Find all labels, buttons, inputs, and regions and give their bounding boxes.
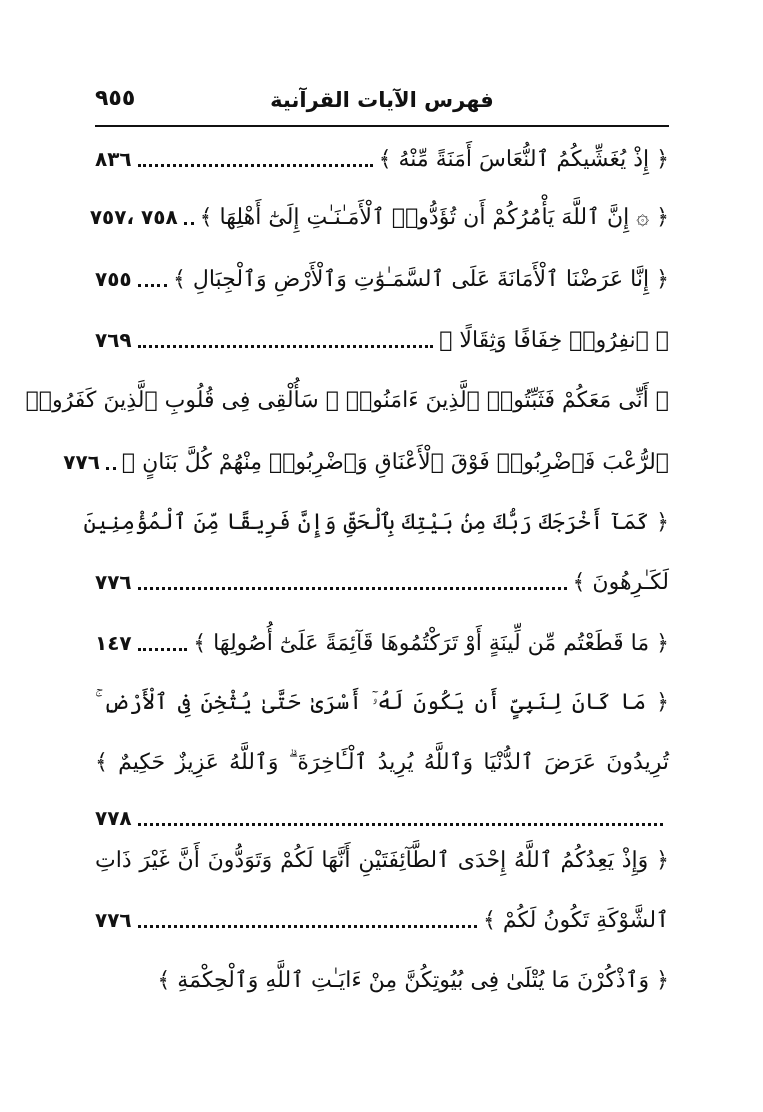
verse-text: تُرِيدُونَ عَرَضَ ٱلدُّنْيَا وَٱللَّهُ يُرِيدُ ٱلْـَٔاخِرَةَ ۗ وَٱللَّهُ عَزِيزٌ حَكِيمٌ ﴾ <box>95 749 669 775</box>
dot-leader <box>106 467 116 470</box>
dot-leader <box>138 164 373 167</box>
page-reference: ٨٣٦ <box>95 147 132 171</box>
verse-text: ﴿ ٱنفِرُوا۟ خِفَافًا وَثِقَالًا ﴾ <box>439 327 669 353</box>
dot-leader <box>138 587 567 590</box>
page-reference: ٧٦٩ <box>95 328 132 352</box>
verse-text: ﴿ إِذْ يُغَشِّيكُمُ ٱلنُّعَاسَ أَمَنَةً مِّنْهُ ﴾ <box>378 146 669 172</box>
verse-text: ﴿ مَا كَانَ لِنَبِىٍّ أَن يَكُونَ لَهُۥٓ أَسْرَىٰ حَتَّىٰ يُثْخِنَ فِى ٱلْأَرْضِ ۚ <box>95 689 669 715</box>
page-title: فهرس الآيات القرآنية <box>270 88 494 112</box>
verse-text: ﴿ كَمَآ أَخْرَجَكَ رَبُّكَ مِنۢ بَيْتِكَ بِٱلْحَقِّ وَإِنَّ فَرِيقًا مِّنَ ٱلْمُؤْمِنِينَ <box>83 509 669 535</box>
dot-leader <box>138 925 477 928</box>
index-entry-continued <box>95 680 669 724</box>
index-entry <box>95 958 669 1002</box>
page-reference: ٧٥٨ ،٧٥٧ <box>89 205 178 229</box>
dot-leader <box>184 222 194 225</box>
index-entry-continued <box>95 740 669 784</box>
index-entry-continued <box>83 500 669 544</box>
page-reference: ٧٧٦ <box>95 570 132 594</box>
page-reference: ٧٥٥ <box>95 267 132 291</box>
index-entry <box>95 621 669 665</box>
verse-text: ﴿ ۞ إِنَّ ٱللَّهَ يَأْمُرُكُمْ أَن تُؤَدُّوا۟ ٱلْأَمَـٰنَـٰتِ إِلَىٰٓ أَهْلِهَا ﴾ <box>199 204 669 230</box>
verse-text: ٱلشَّوْكَةِ تَكُونُ لَكُمْ ﴾ <box>482 907 669 933</box>
page-reference: ٧٧٨ <box>95 806 132 830</box>
verse-text: ﴿ وَإِذْ يَعِدُكُمُ ٱللَّهُ إِحْدَى ٱلطَّآئِفَتَيْنِ أَنَّهَا لَكُمْ وَتَوَدُّونَ أَنَّ غَيْرَ ذَاتِ <box>95 847 669 873</box>
verse-text: ﴿ وَٱذْكُرْنَ مَا يُتْلَىٰ فِى بُيُوتِكُنَّ مِنْ ءَايَـٰتِ ٱللَّهِ وَٱلْحِكْمَةِ ﴾ <box>157 967 669 993</box>
dot-leader <box>138 823 663 826</box>
index-entry-continued <box>25 378 669 422</box>
index-entry <box>95 257 669 301</box>
dot-leader <box>138 284 167 287</box>
page-number: ٩٥٥ <box>95 86 136 111</box>
index-entry <box>95 898 669 942</box>
verse-text: ٱلرُّعْبَ فَٱضْرِبُوا۟ فَوْقَ ٱلْأَعْنَاقِ وَٱضْرِبُوا۟ مِنْهُمْ كُلَّ بَنَانٍ ﴾ <box>121 449 669 475</box>
verse-text: ﴿ إِنَّا عَرَضْنَا ٱلْأَمَانَةَ عَلَى ٱلسَّمَـٰوَٰتِ وَٱلْأَرْضِ وَٱلْجِبَالِ ﴾ <box>172 266 669 292</box>
index-entry-continued <box>95 838 669 882</box>
dot-leader <box>138 648 188 651</box>
page-reference: ١٤٧ <box>95 631 132 655</box>
page-header <box>95 84 669 124</box>
page-reference: ٧٧٦ <box>63 450 100 474</box>
index-entry <box>89 195 669 239</box>
dot-leader <box>138 345 434 348</box>
page-reference: ٧٧٦ <box>95 908 132 932</box>
index-entry <box>95 137 669 181</box>
index-entry <box>95 318 669 362</box>
index-entry <box>63 440 669 484</box>
index-entry <box>95 796 669 840</box>
header-rule <box>95 125 669 127</box>
index-entry <box>95 560 669 604</box>
verse-text: ﴿ مَا قَطَعْتُم مِّن لِّينَةٍ أَوْ تَرَكْتُمُوهَا قَآئِمَةً عَلَىٰٓ أُصُولِهَا ﴾ <box>193 630 669 656</box>
verse-text: لَكَـٰرِهُونَ ﴾ <box>572 569 669 595</box>
verse-text: ﴿ أَنِّى مَعَكُمْ فَثَبِّتُوا۟ ٱلَّذِينَ ءَامَنُوا۟ ۚ سَأُلْقِى فِى قُلُوبِ ٱلَّذِينَ كَفَرُوا۟ <box>25 387 669 413</box>
